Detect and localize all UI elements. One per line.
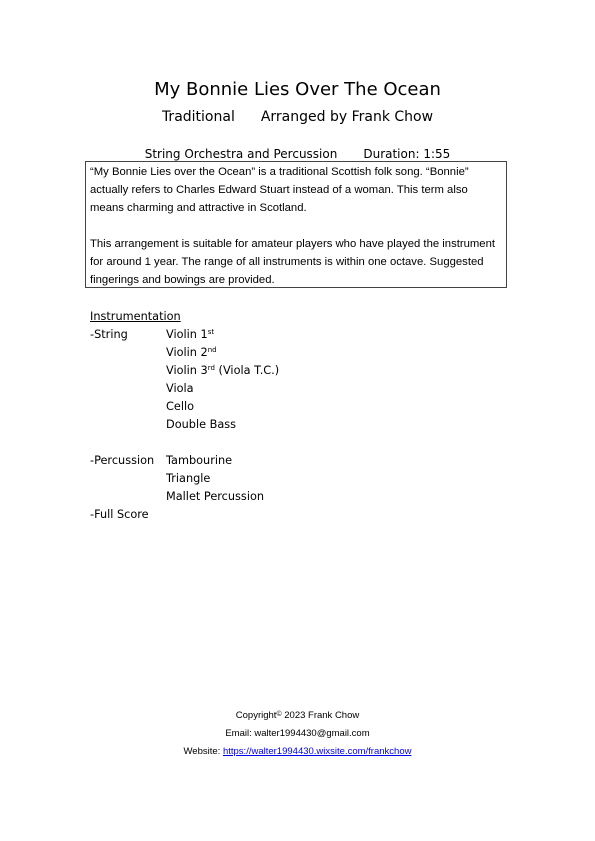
description-paragraph-1: “My Bonnie Lies over the Ocean” is a traditional Scottish folk song. “Bonnie” actually refers to Charles Edward Stuart instead of a woman. This term also means charming and attractive in Scotland.: [90, 166, 469, 214]
instrumentation-section: [90, 308, 279, 524]
website-link[interactable]: https://walter1994430.wixsite.com/frankchow: [222, 746, 412, 757]
score-meta: [0, 147, 595, 161]
duration: Duration: 1:55: [363, 147, 451, 161]
email-line: Email: walter1994430@gmail.com: [225, 728, 370, 739]
copyright-line: Copyright© 2023 Frank Chow: [235, 710, 360, 721]
instrument-row: [90, 470, 279, 488]
string-category: -String: [90, 328, 128, 341]
mallet-percussion: Mallet Percussion: [166, 490, 265, 503]
description-paragraph-2: This arrangement is suitable for amateur players who have played the instrument for around 1 year. The range of all instruments is within one octave. Suggested fingerings and bowings are provided.: [90, 238, 496, 286]
double-bass: Double Bass: [166, 418, 237, 431]
instrument-row: [90, 506, 279, 524]
instrument-row: [90, 398, 279, 416]
instrument-row: [90, 380, 279, 398]
composer: Traditional: [161, 109, 235, 125]
website-line: Website: https://walter1994430.wixsite.com/frankchow: [183, 746, 412, 757]
percussion-category: -Percussion: [90, 454, 155, 467]
document-title: My Bonnie Lies Over The Ocean: [154, 79, 441, 100]
instrument-row: [90, 362, 279, 380]
violin-1: Violin 1st: [166, 328, 215, 341]
footer: [0, 706, 595, 761]
instrument-row: [90, 452, 279, 470]
viola: Viola: [166, 382, 194, 395]
violin-3: Violin 3rd (Viola T.C.): [166, 364, 280, 377]
instrument-row: [90, 488, 279, 506]
ensemble: String Orchestra and Percussion: [144, 147, 338, 161]
instrument-row: [90, 344, 279, 362]
violin-2: Violin 2nd: [166, 346, 217, 359]
arranger: Arranged by Frank Chow: [260, 109, 434, 125]
tambourine: Tambourine: [166, 454, 233, 467]
description-box: [85, 161, 507, 288]
instrumentation-heading: Instrumentation: [90, 310, 181, 323]
instrument-row: [90, 416, 279, 434]
instrument-row: [90, 326, 279, 344]
triangle: Triangle: [166, 472, 211, 485]
full-score-label: -Full Score: [90, 508, 149, 521]
subtitle: [0, 109, 595, 125]
cello: Cello: [166, 400, 195, 413]
